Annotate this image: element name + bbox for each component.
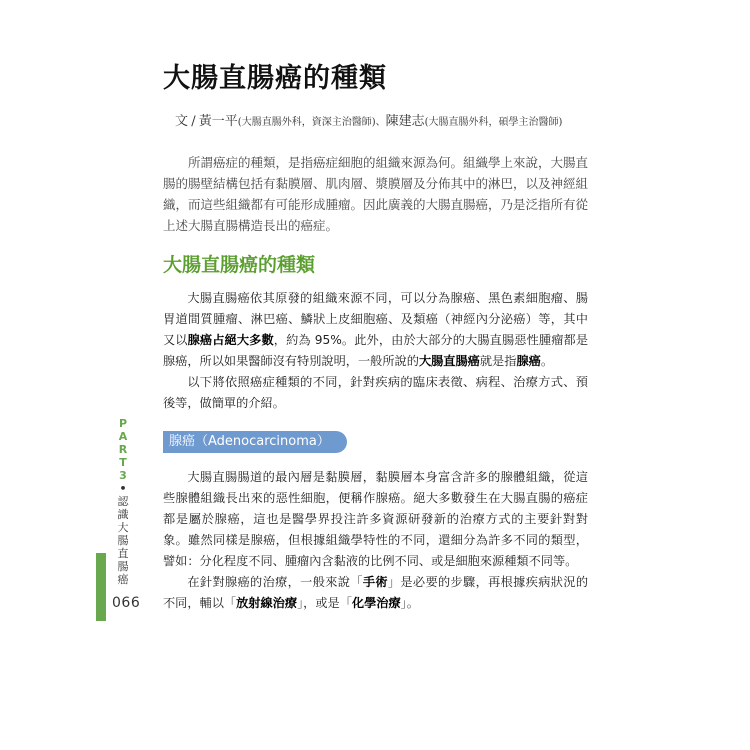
author-2-note: (大腸直腸外科，碩學主治醫師) (424, 117, 563, 128)
text-run: ，約為 95%。此外，由於大部分的大腸直腸惡性腫瘤都是腺癌，所以如果醫師沒有特別說明，一般所說的 (163, 333, 589, 368)
author-1: 黃一平 (198, 114, 238, 129)
book-title-label: 認識大腸直腸癌 (117, 495, 129, 586)
text-run: 大腸直腸癌依其原發的組織來源不同，可以分為腺癌、黑色素細胞瘤、腸胃道間質腫瘤、淋巴癌、鱗狀上皮細胞癌、及類癌（神經內分泌癌）等，其中又以 (163, 291, 588, 347)
author-separator: 、 (375, 117, 386, 128)
bold-text: 腺癌 (516, 354, 541, 368)
chapter-side-label (116, 417, 130, 586)
text-run: 」。 (400, 596, 419, 610)
bold-text: 化學治療 (351, 596, 401, 610)
part-label: PART3 (118, 417, 128, 482)
page-number: 066 (112, 595, 141, 611)
body-paragraph-types (163, 288, 588, 372)
page-tab-bar (96, 553, 106, 621)
text-run: 就是指 (479, 354, 517, 368)
text-run: 」，或是「 (297, 596, 352, 610)
text-run: 。 (540, 354, 553, 368)
bold-text: 大腸直腸癌 (418, 354, 480, 368)
byline-slash: / (191, 114, 196, 129)
author-2: 陳建志 (385, 114, 425, 129)
author-1-note: (大腸直腸外科，資深主治醫師) (237, 117, 376, 128)
byline (175, 110, 562, 129)
sub-heading-adenocarcinoma: 腺癌（Adenocarcinoma） (163, 431, 347, 453)
bold-text: 腺癌占絕大多數 (187, 333, 274, 347)
body-paragraph-overview: 以下將依照癌症種類的不同，針對疾病的臨床表徵、病程、治療方式、預後等，做簡單的介紹。 (163, 375, 588, 410)
section-heading: 大腸直腸癌的種類 (163, 254, 316, 276)
body-paragraph-treatment (163, 572, 588, 614)
side-label-dot: • (119, 482, 127, 495)
page-title: 大腸直腸癌的種類 (163, 63, 387, 94)
bold-text: 手術 (362, 575, 388, 589)
bold-text: 放射線治療 (236, 596, 298, 610)
byline-prefix: 文 (175, 114, 189, 129)
text-run: 」是必要的步驟，再根據疾病狀況的不同，輔以「 (163, 575, 589, 610)
text-run: 在針對腺癌的治療，一般來說「 (187, 575, 363, 589)
intro-paragraph: 所謂癌症的種類，是指癌症細胞的組織來源為何。組織學上來說，大腸直腸的腸壁結構包括有黏膜層、肌肉層、漿膜層及分佈其中的淋巴，以及神經組織，而這些組織都有可能形成腫瘤。因此廣義的大腸直腸癌，乃是泛指所有從上述大腸直腸構造長出的癌症。 (163, 155, 589, 233)
body-paragraph-adenocarcinoma: 大腸直腸腸道的最內層是黏膜層，黏膜層本身富含許多的腺體組織，從這些腺體組織長出來的惡性細胞，便稱作腺癌。絕大多數發生在大腸直腸的癌症都是屬於腺癌，這也是醫學界投注許多資源研發新的治療方式的主要針對對象。雖然同樣是腺癌，但根據組織學特性的不同，還細分為許多不同的類型，譬如：分化程度不同、腫瘤內含黏液的比例不同、或是細胞來源種類不同等。 (163, 470, 588, 568)
